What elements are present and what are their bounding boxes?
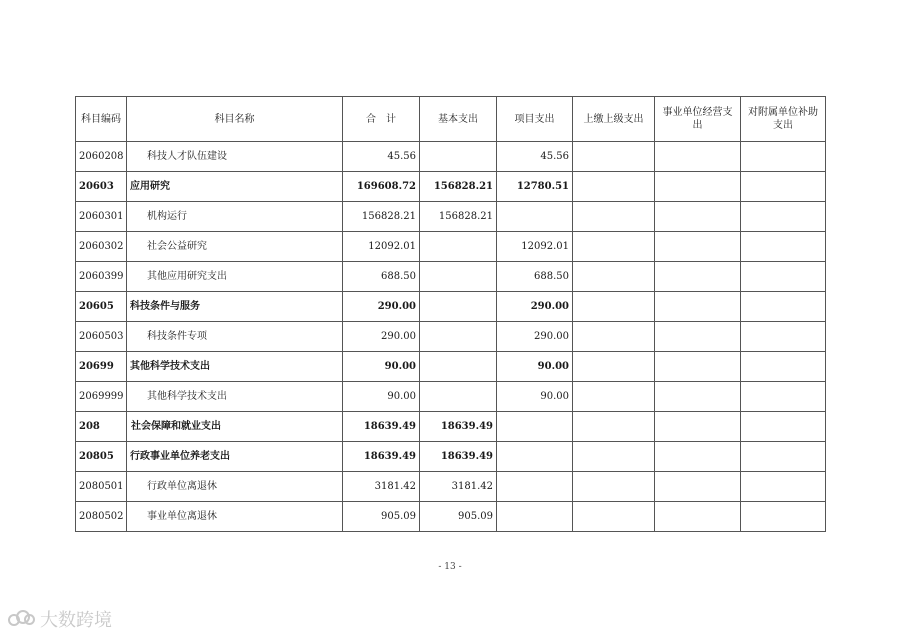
cell-subsidy xyxy=(741,472,826,502)
cell-upper xyxy=(573,202,655,232)
cell-project: 290.00 xyxy=(497,292,573,322)
cell-name: 社会公益研究 xyxy=(127,232,343,262)
watermark xyxy=(8,606,112,632)
cell-business xyxy=(655,382,741,412)
table-row xyxy=(76,382,826,412)
cell-business xyxy=(655,352,741,382)
cell-business xyxy=(655,502,741,532)
cell-basic xyxy=(420,142,497,172)
cell-basic: 3181.42 xyxy=(420,472,497,502)
cell-upper xyxy=(573,142,655,172)
cell-project: 12780.51 xyxy=(497,172,573,202)
cell-total: 905.09 xyxy=(343,502,420,532)
cell-basic: 18639.49 xyxy=(420,412,497,442)
cell-upper xyxy=(573,172,655,202)
cell-total: 18639.49 xyxy=(343,412,420,442)
cell-business xyxy=(655,292,741,322)
cell-name: 科技人才队伍建设 xyxy=(127,142,343,172)
cell-total: 169608.72 xyxy=(343,172,420,202)
cell-upper xyxy=(573,412,655,442)
cell-code: 20805 xyxy=(76,442,127,472)
table-row xyxy=(76,322,826,352)
cell-subsidy xyxy=(741,232,826,262)
cell-business xyxy=(655,142,741,172)
cell-business xyxy=(655,412,741,442)
cell-upper xyxy=(573,472,655,502)
cell-total: 3181.42 xyxy=(343,472,420,502)
header-project: 项目支出 xyxy=(497,97,573,142)
cell-code: 2060208 xyxy=(76,142,127,172)
cell-total: 18639.49 xyxy=(343,442,420,472)
cell-name: 行政事业单位养老支出 xyxy=(127,442,343,472)
cell-upper xyxy=(573,502,655,532)
cell-subsidy xyxy=(741,292,826,322)
watermark-text: 大数跨境 xyxy=(40,610,112,631)
cell-basic: 156828.21 xyxy=(420,202,497,232)
cell-code: 2069999 xyxy=(76,382,127,412)
table-row xyxy=(76,232,826,262)
cell-subsidy xyxy=(741,502,826,532)
cell-business xyxy=(655,442,741,472)
cell-name: 机构运行 xyxy=(127,202,343,232)
header-upper: 上缴上级支出 xyxy=(573,97,655,142)
cell-code: 2080502 xyxy=(76,502,127,532)
table-row xyxy=(76,472,826,502)
cell-business xyxy=(655,202,741,232)
cell-name: 其他应用研究支出 xyxy=(127,262,343,292)
watermark-logo-icon xyxy=(8,608,36,630)
header-basic: 基本支出 xyxy=(420,97,497,142)
table-body xyxy=(76,142,826,532)
cell-name: 其他科学技术支出 xyxy=(127,352,343,382)
table-row xyxy=(76,412,826,442)
cell-subsidy xyxy=(741,322,826,352)
cell-subsidy xyxy=(741,442,826,472)
cell-upper xyxy=(573,262,655,292)
cell-name: 事业单位离退休 xyxy=(127,502,343,532)
cell-upper xyxy=(573,442,655,472)
cell-total: 90.00 xyxy=(343,382,420,412)
cell-business xyxy=(655,262,741,292)
table-row xyxy=(76,172,826,202)
header-subsidy: 对附属单位补助支出 xyxy=(741,97,826,142)
header-code: 科目编码 xyxy=(76,97,127,142)
page-number: - 13 - xyxy=(438,562,462,572)
cell-subsidy xyxy=(741,352,826,382)
cell-total: 290.00 xyxy=(343,322,420,352)
table-row xyxy=(76,262,826,292)
cell-basic xyxy=(420,352,497,382)
cell-project xyxy=(497,502,573,532)
cell-project: 290.00 xyxy=(497,322,573,352)
cell-project: 90.00 xyxy=(497,352,573,382)
cell-total: 156828.21 xyxy=(343,202,420,232)
cell-name: 科技条件与服务 xyxy=(127,292,343,322)
cell-subsidy xyxy=(741,142,826,172)
cell-project: 90.00 xyxy=(497,382,573,412)
cell-upper xyxy=(573,382,655,412)
cell-project: 688.50 xyxy=(497,262,573,292)
header-name: 科目名称 xyxy=(127,97,343,142)
cell-name: 科技条件专项 xyxy=(127,322,343,352)
table-row xyxy=(76,202,826,232)
cell-basic: 905.09 xyxy=(420,502,497,532)
cell-basic xyxy=(420,262,497,292)
cell-total: 12092.01 xyxy=(343,232,420,262)
cell-subsidy xyxy=(741,412,826,442)
cell-code: 2060301 xyxy=(76,202,127,232)
cell-subsidy xyxy=(741,202,826,232)
cell-upper xyxy=(573,292,655,322)
table-header-row xyxy=(76,97,826,142)
cell-project xyxy=(497,202,573,232)
cell-upper xyxy=(573,232,655,262)
cell-business xyxy=(655,322,741,352)
table-row xyxy=(76,292,826,322)
table-row xyxy=(76,442,826,472)
cell-code: 2060302 xyxy=(76,232,127,262)
cell-code: 2060399 xyxy=(76,262,127,292)
cell-subsidy xyxy=(741,172,826,202)
table-row xyxy=(76,142,826,172)
header-business: 事业单位经营支出 xyxy=(655,97,741,142)
cell-subsidy xyxy=(741,382,826,412)
cell-basic: 18639.49 xyxy=(420,442,497,472)
cell-upper xyxy=(573,352,655,382)
cell-total: 688.50 xyxy=(343,262,420,292)
cell-code: 2080501 xyxy=(76,472,127,502)
cell-business xyxy=(655,172,741,202)
cell-subsidy xyxy=(741,262,826,292)
cell-business xyxy=(655,232,741,262)
cell-project xyxy=(497,472,573,502)
cell-basic: 156828.21 xyxy=(420,172,497,202)
cell-total: 90.00 xyxy=(343,352,420,382)
cell-total: 290.00 xyxy=(343,292,420,322)
cell-total: 45.56 xyxy=(343,142,420,172)
cell-basic xyxy=(420,292,497,322)
cell-basic xyxy=(420,322,497,352)
cell-project xyxy=(497,442,573,472)
header-total: 合 计 xyxy=(343,97,420,142)
cell-code: 20603 xyxy=(76,172,127,202)
cell-project xyxy=(497,412,573,442)
cell-code: 208 xyxy=(76,412,127,442)
cell-code: 20699 xyxy=(76,352,127,382)
cell-name: 其他科学技术支出 xyxy=(127,382,343,412)
cell-name: 社会保障和就业支出 xyxy=(127,412,343,442)
cell-project: 45.56 xyxy=(497,142,573,172)
table-row xyxy=(76,352,826,382)
cell-name: 应用研究 xyxy=(127,172,343,202)
cell-code: 2060503 xyxy=(76,322,127,352)
cell-project: 12092.01 xyxy=(497,232,573,262)
cell-business xyxy=(655,472,741,502)
cell-basic xyxy=(420,382,497,412)
table-row xyxy=(76,502,826,532)
cell-upper xyxy=(573,322,655,352)
budget-table xyxy=(75,96,826,532)
cell-name: 行政单位离退休 xyxy=(127,472,343,502)
cell-code: 20605 xyxy=(76,292,127,322)
cell-basic xyxy=(420,232,497,262)
